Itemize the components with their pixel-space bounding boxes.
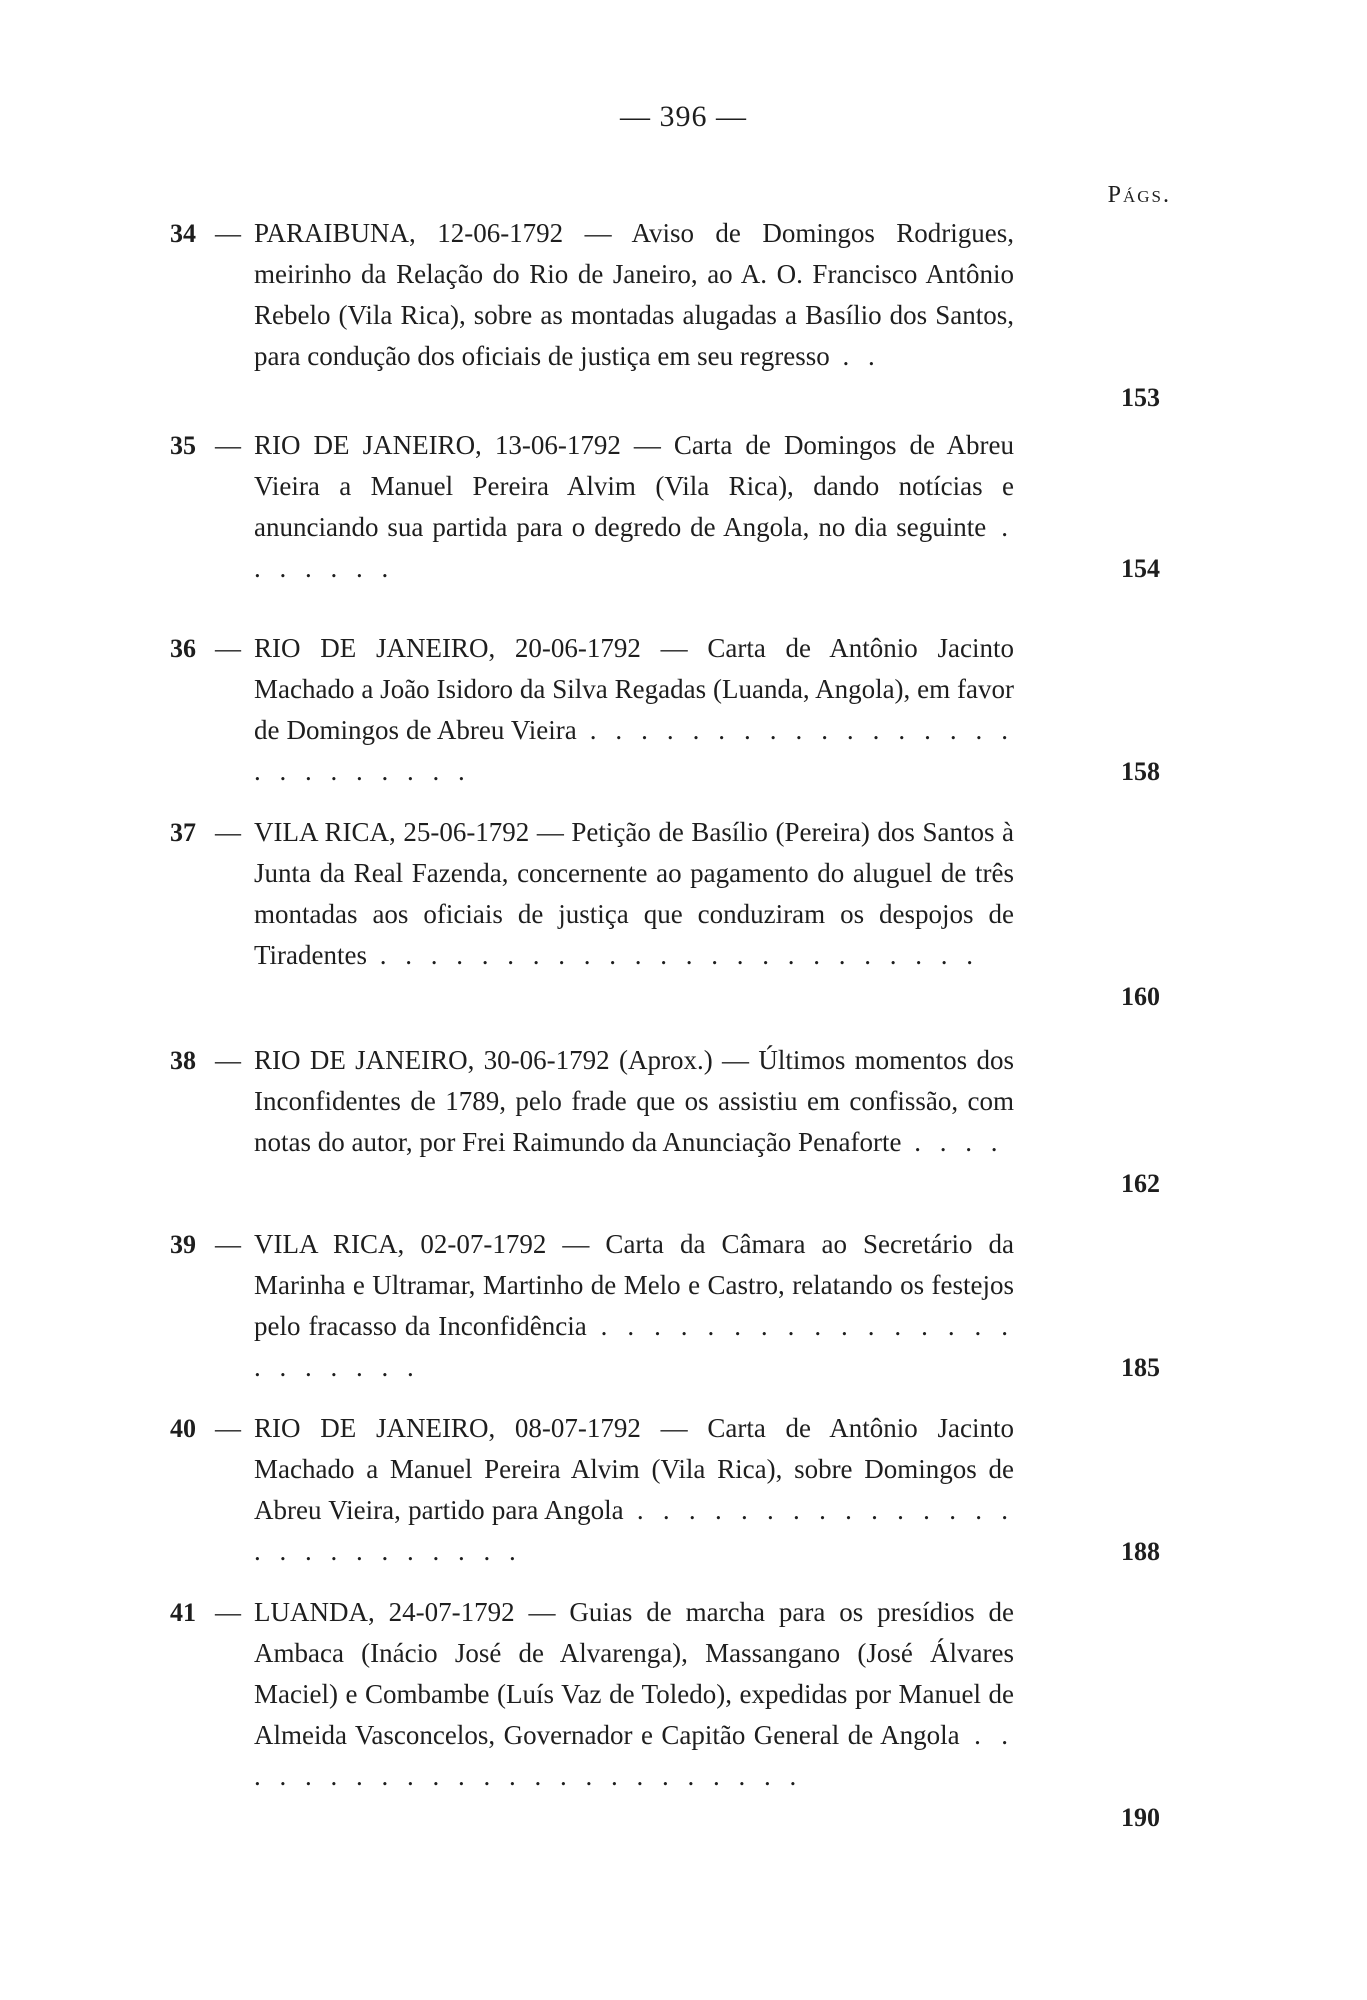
entry-text: RIO DE JANEIRO, 30-06-1792 (Aprox.) — Últimos momentos dos Inconfidentes de 1789, pelo frade que os assistiu em confissão, com notas do autor, por Frei Raimundo da Anunciação Penaforte — [254, 1045, 1014, 1157]
entry-text: RIO DE JANEIRO, 08-07-1792 — Carta de Antônio Jacinto Machado a Manuel Pereira Alvim (Vila Rica), sobre Domingos de Abreu Vieira, partido para Angola — [254, 1413, 1014, 1525]
pages-column-label: Págs. — [1107, 182, 1171, 208]
dot-leader: . . — [829, 341, 881, 371]
entry-text: PARAIBUNA, 12-06-1792 — Aviso de Domingos Rodrigues, meirinho da Relação do Rio de Janeiro, ao A. O. Francisco Antônio Rebelo (Vila Rica), sobre as montadas alugadas a Basílio dos Santos, para condução dos oficiais de justiça em seu regresso — [254, 218, 1014, 371]
entry-description — [254, 425, 1014, 589]
entry-page-number: 188 — [1121, 1537, 1160, 1566]
toc-entry-41 — [170, 1592, 1160, 1842]
entry-page-number: 158 — [1121, 757, 1160, 786]
entry-description — [254, 628, 1014, 792]
entry-dash: — — [215, 634, 241, 663]
entry-page-number: 185 — [1121, 1353, 1160, 1382]
entry-number: 38 — [170, 1046, 196, 1075]
entry-number: 37 — [170, 818, 196, 847]
entry-page-number: 154 — [1121, 554, 1160, 583]
entry-text: RIO DE JANEIRO, 13-06-1792 — Carta de Domingos de Abreu Vieira a Manuel Pereira Alvim (Vila Rica), dando notícias e anunciando sua partida para o degredo de Angola, no dia seguinte — [254, 430, 1014, 542]
toc-entry-38 — [170, 1040, 1160, 1210]
entry-dash: — — [215, 1230, 241, 1259]
dot-leader: . . . . . . . . . . . . . . . . . . . . . . . . . . — [254, 1495, 1014, 1566]
entry-description — [254, 1040, 1014, 1163]
toc-entry-34 — [170, 213, 1160, 423]
entry-number: 35 — [170, 431, 196, 460]
entry-dash: — — [215, 431, 241, 460]
entry-description — [254, 812, 1014, 976]
dot-leader: . . . . . . . . . . . . . . . . . . . . . . . . — [367, 940, 979, 970]
entry-text: VILA RICA, 25-06-1792 — Petição de Basílio (Pereira) dos Santos à Junta da Real Fazenda, concernente ao pagamento do aluguel de três montadas aos oficiais de justiça que conduziram os despojos de Tiradentes — [254, 817, 1014, 970]
entry-dash: — — [215, 219, 241, 248]
toc-entry-39 — [170, 1224, 1160, 1394]
entry-text: VILA RICA, 02-07-1792 — Carta da Câmara ao Secretário da Marinha e Ultramar, Martinho de Melo e Castro, relatando os festejos pelo fracasso da Inconfidência — [254, 1229, 1014, 1341]
entry-description — [254, 213, 1014, 377]
entry-dash: — — [215, 818, 241, 847]
entry-page-number: 153 — [1121, 383, 1160, 412]
entry-number: 41 — [170, 1598, 196, 1627]
entry-number: 39 — [170, 1230, 196, 1259]
toc-entry-40 — [170, 1408, 1160, 1578]
entry-page-number: 190 — [1121, 1803, 1160, 1832]
entry-dash: — — [215, 1414, 241, 1443]
entry-description — [254, 1224, 1014, 1388]
entry-number: 40 — [170, 1414, 196, 1443]
toc-entry-35 — [170, 425, 1160, 595]
entry-description — [254, 1408, 1014, 1572]
entry-page-number: 162 — [1121, 1169, 1160, 1198]
entry-description — [254, 1592, 1014, 1797]
dot-leader: . . . . — [901, 1127, 1004, 1157]
entry-dash: — — [215, 1598, 241, 1627]
dot-leader: . . . . . . . . . . . . . . . . . . . . . . . . . . — [254, 715, 1015, 786]
entry-page-number: 160 — [1121, 982, 1160, 1011]
entry-number: 36 — [170, 634, 196, 663]
toc-entry-36 — [170, 628, 1160, 798]
entry-text: LUANDA, 24-07-1792 — Guias de marcha para os presídios de Ambaca (Inácio José de Alvarenga), Massangano (José Álvares Maciel) e Combambe (Luís Vaz de Toledo), expedidas por Manuel de Almeida Vasconcelos, Governador e Capitão General de Angola — [254, 1597, 1014, 1750]
entry-number: 34 — [170, 219, 196, 248]
entry-text: RIO DE JANEIRO, 20-06-1792 — Carta de Antônio Jacinto Machado a João Isidoro da Silva Regadas (Luanda, Angola), em favor de Domingos de Abreu Vieira — [254, 633, 1014, 745]
dot-leader: . . . . . . . . . . . . . . . . . . . . . . . . — [254, 1720, 1015, 1791]
dot-leader: . . . . . . . — [254, 512, 1015, 583]
toc-entry-37 — [170, 812, 1160, 1022]
entry-dash: — — [215, 1046, 241, 1075]
dot-leader: . . . . . . . . . . . . . . . . . . . . . . . — [254, 1311, 1015, 1382]
page-number: — 396 — — [620, 100, 747, 133]
